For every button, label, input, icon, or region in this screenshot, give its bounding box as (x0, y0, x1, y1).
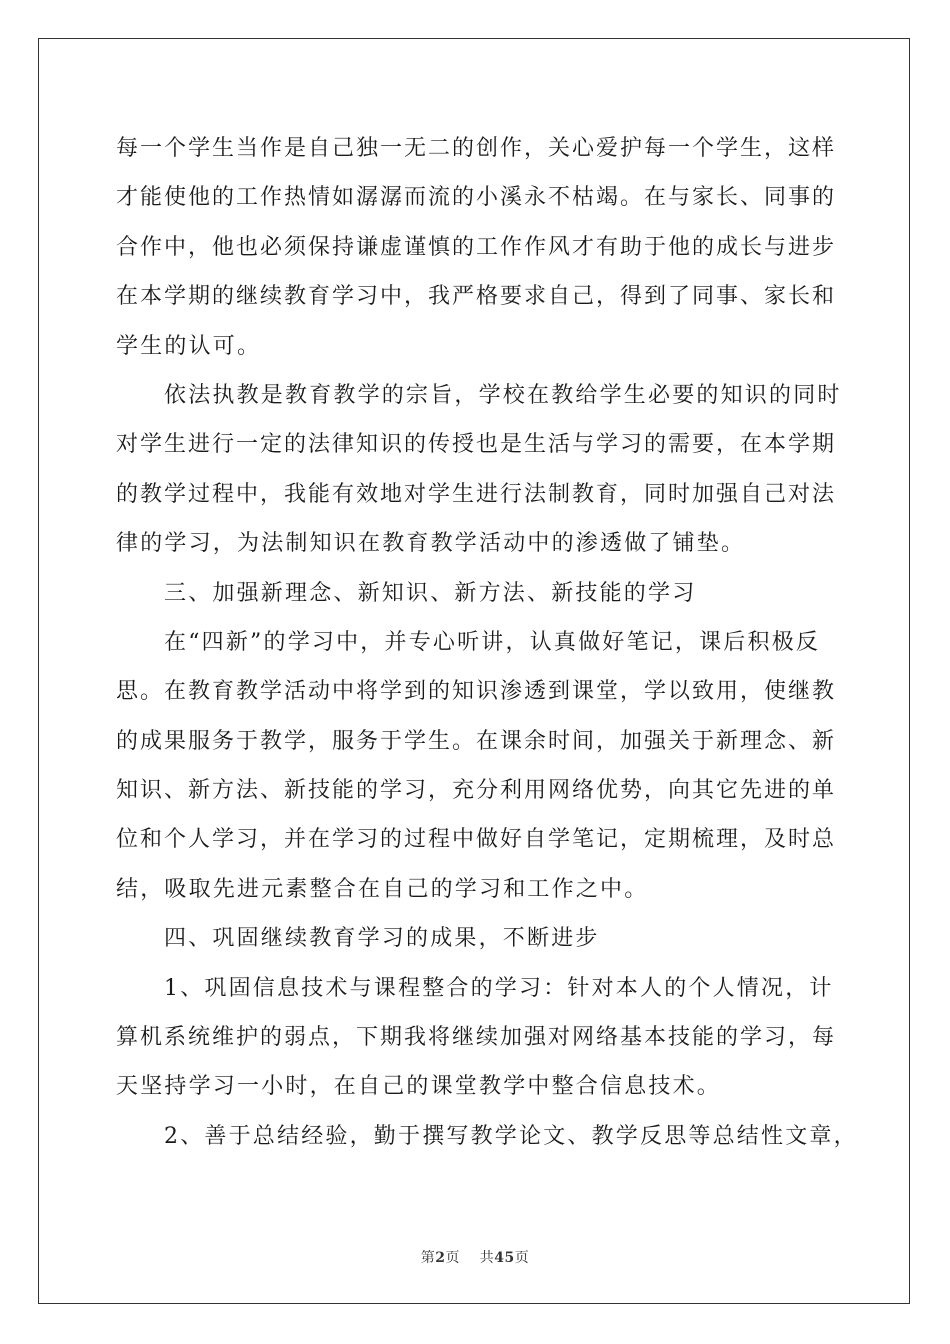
text-line: 天坚持学习一小时，在自己的课堂教学中整合信息技术。 (116, 1074, 722, 1100)
text-line: 思。在教育教学活动中将学到的知识渗透到课堂，学以致用，使继教 (116, 679, 834, 705)
text-line: 的成果服务于教学，服务于学生。在课余时间，加强关于新理念、新 (116, 728, 834, 754)
total-pages: 45 (494, 1250, 515, 1266)
text-line: 每一个学生当作是自己独一无二的创作，关心爱护每一个学生，这样 (116, 136, 834, 161)
text-line: 律的学习，为法制知识在教育教学活动中的渗透做了铺垫。 (116, 531, 746, 557)
text-line: 在“四新”的学习中，并专心听讲，认真做好笔记，课后积极反 (164, 629, 821, 655)
total-suffix: 页 (514, 1250, 530, 1266)
text-line: 依法执教是教育教学的宗旨，学校在教给学生必要的知识的同时 (164, 382, 842, 408)
section-heading: 三、加强新理念、新知识、新方法、新技能的学习 (164, 580, 697, 606)
text-line: 对学生进行一定的法律知识的传授也是生活与学习的需要，在本学期 (116, 432, 834, 458)
document-body (116, 124, 858, 1161)
page-prefix: 第 (420, 1250, 436, 1266)
text-line: 位和个人学习，并在学习的过程中做好自学笔记，定期梳理，及时总 (116, 827, 834, 853)
text-line: 在本学期的继续教育学习中，我严格要求自己，得到了同事、家长和 (116, 284, 834, 310)
text-line: 结，吸取先进元素整合在自己的学习和工作之中。 (116, 876, 649, 902)
text-line: 合作中，他也必须保持谦虚谨慎的工作作风才有助于他的成长与进步 (116, 234, 834, 260)
text-line: 1、巩固信息技术与课程整合的学习：针对本人的个人情况，计 (164, 975, 834, 1001)
page-footer (0, 1247, 950, 1267)
page-suffix: 页 (445, 1250, 460, 1266)
text-line: 算机系统维护的弱点，下期我将继续加强对网络基本技能的学习，每 (116, 1025, 834, 1051)
section-heading: 四、巩固继续教育学习的成果，不断进步 (164, 926, 600, 952)
text-line: 的教学过程中，我能有效地对学生进行法制教育，同时加强自己对法 (116, 481, 834, 507)
total-prefix: 共 (479, 1250, 495, 1266)
text-line: 2、善于总结经验，勤于撰写教学论文、教学反思等总结性文章， (164, 1123, 858, 1149)
text-line: 学生的认可。 (116, 333, 262, 359)
text-line: 知识、新方法、新技能的学习，充分利用网络优势，向其它先进的单 (116, 778, 834, 804)
page-number: 2 (435, 1250, 446, 1266)
text-line: 才能使他的工作热情如潺潺而流的小溪永不枯竭。在与家长、同事的 (116, 185, 834, 211)
